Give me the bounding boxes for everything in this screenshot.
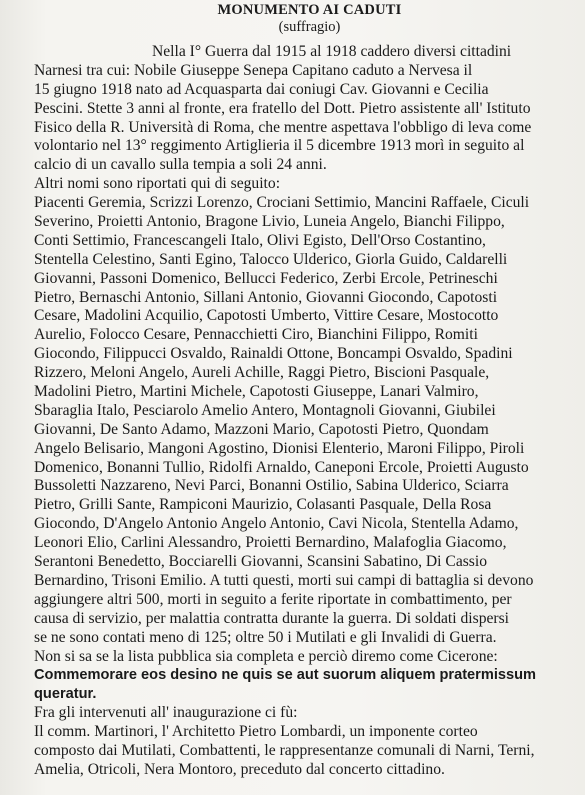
document-subtitle: (suffragio) xyxy=(278,19,341,35)
names-line: Aurelio, Folocco Cesare, Pennacchietti Ciro, Bianchini Filippo, Romiti xyxy=(34,326,478,344)
names-line: Giocondo, D'Angelo Antonio Angelo Antonio, Cavi Nicola, Stentella Adamo, xyxy=(34,515,519,533)
text-line: Nella I° Guerra dal 1915 al 1918 caddero diversi cittadini xyxy=(152,43,512,60)
names-line: Giovanni, Passoni Domenico, Bellucci Federico, Zerbi Ercole, Petrineschi xyxy=(34,269,498,287)
names-line: Madolini Pietro, Martini Michele, Capotosti Giuseppe, Lanari Valmiro, xyxy=(34,383,479,401)
names-line: Sbaraglia Italo, Pesciarolo Amelio Antero, Montagnoli Giovanni, Giubilei xyxy=(34,401,496,419)
names-line: Bussoletti Nazzareno, Nevi Parci, Bonanni Ostilio, Sabina Ulderico, Sciarra xyxy=(34,477,509,495)
text-line: volontario nel 13° reggimento Artiglieria il 5 dicembre 1913 morì in seguito al xyxy=(34,137,525,155)
text-line: Narnesi tra cui: Nobile Giuseppe Senepa Capitano caduto a Nervesa il xyxy=(34,61,473,79)
text-line: Pescini. Stette 3 anni al fronte, era fratello del Dott. Pietro assistente all' Istituto xyxy=(34,99,531,117)
text-line: Fra gli intervenuti all' inaugurazione ci fù: xyxy=(34,704,298,722)
names-line: Severino, Proietti Antonio, Bragone Livio, Luneia Angelo, Bianchi Filippo, xyxy=(34,213,505,231)
names-line: Conti Settimio, Francescangeli Italo, Olivi Egisto, Dell'Orso Costantino, xyxy=(34,231,486,249)
text-line: Fisico della R. Università di Roma, che mentre aspettava l'obbligo di leva come xyxy=(34,118,532,136)
text-line: Non si sa se la lista pubblica sia completa e perciò diremo come Cicerone: xyxy=(34,647,498,665)
text-line: calcio di un cavallo sulla tempia a soli 24 anni. xyxy=(34,156,327,174)
text-line: causa di servizio, per malattia contratta durante la guerra. Di soldati dispersi xyxy=(34,609,510,627)
text-line: Il comm. Martinori, l' Architetto Pietro Lombardi, un imponente corteo xyxy=(34,723,478,741)
names-line: Pietro, Bernaschi Antonio, Sillani Antonio, Giovanni Giocondo, Capotosti xyxy=(34,288,498,306)
text-line: 15 giugno 1918 nato ad Acquasparta dai coniugi Cav. Giovanni e Cecilia xyxy=(34,80,489,98)
text-line: composto dai Mutilati, Combattenti, le rappresentanze comunali di Narni, Terni, xyxy=(34,741,535,759)
names-line: Rizzero, Meloni Angelo, Aureli Achille, Raggi Pietro, Biscioni Pasquale, xyxy=(34,364,490,382)
names-line: Piacenti Geremia, Scrizzi Lorenzo, Crociani Settimio, Mancini Raffaele, Ciculi xyxy=(34,194,530,212)
document-title: MONUMENTO AI CADUTI xyxy=(217,2,402,18)
text-line: Altri nomi sono riportati qui di seguito: xyxy=(34,175,281,193)
names-line: Stentella Celestino, Santi Egino, Talocco Ulderico, Giorla Guido, Caldarelli xyxy=(34,250,508,268)
names-line: Leonori Elio, Carlini Alessandro, Proietti Bernardino, Malafoglia Giacomo, xyxy=(34,534,507,552)
names-line: Domenico, Bonanni Tullio, Ridolfi Arnaldo, Caneponi Ercole, Proietti Augusto xyxy=(34,458,529,476)
text-line: aggiungere altri 500, morti in seguito a ferite riportate in combattimento, per xyxy=(34,590,512,608)
names-line: Angelo Belisario, Mangoni Agostino, Dionisi Elenterio, Maroni Filippo, Piroli xyxy=(34,439,525,457)
names-line: Serantoni Benedetto, Bocciarelli Giovanni, Scansini Sabatino, Di Cassio xyxy=(34,553,488,571)
document-body xyxy=(34,43,571,780)
text-line: Amelia, Otricoli, Nera Montoro, preceduto dal concerto cittadino. xyxy=(34,760,445,778)
text-line: se ne sono contati meno di 125; oltre 50 i Mutilati e gli Invalidi di Guerra. xyxy=(34,628,497,646)
names-line: Giovanni, De Santo Adamo, Mazzoni Mario, Capotosti Pietro, Quondam xyxy=(34,420,489,438)
text-line: Bernardino, Trisoni Emilio. A tutti questi, morti sui campi di battaglia si devono xyxy=(34,571,534,589)
latin-quote-line: Commemorare eos desino ne quis se aut suorum aliquem pratermissum xyxy=(34,667,537,684)
names-line: Giocondo, Filippucci Osvaldo, Rainaldi Ottone, Boncampi Osvaldo, Spadini xyxy=(34,345,513,363)
names-line: Pietro, Grilli Sante, Rampiconi Maurizio, Colasanti Pasquale, Della Rosa xyxy=(34,496,492,514)
latin-quote-line: queratur. xyxy=(34,686,97,703)
names-line: Cesare, Madolini Acquilio, Capotosti Umberto, Vittire Cesare, Mostocotto xyxy=(34,307,499,325)
